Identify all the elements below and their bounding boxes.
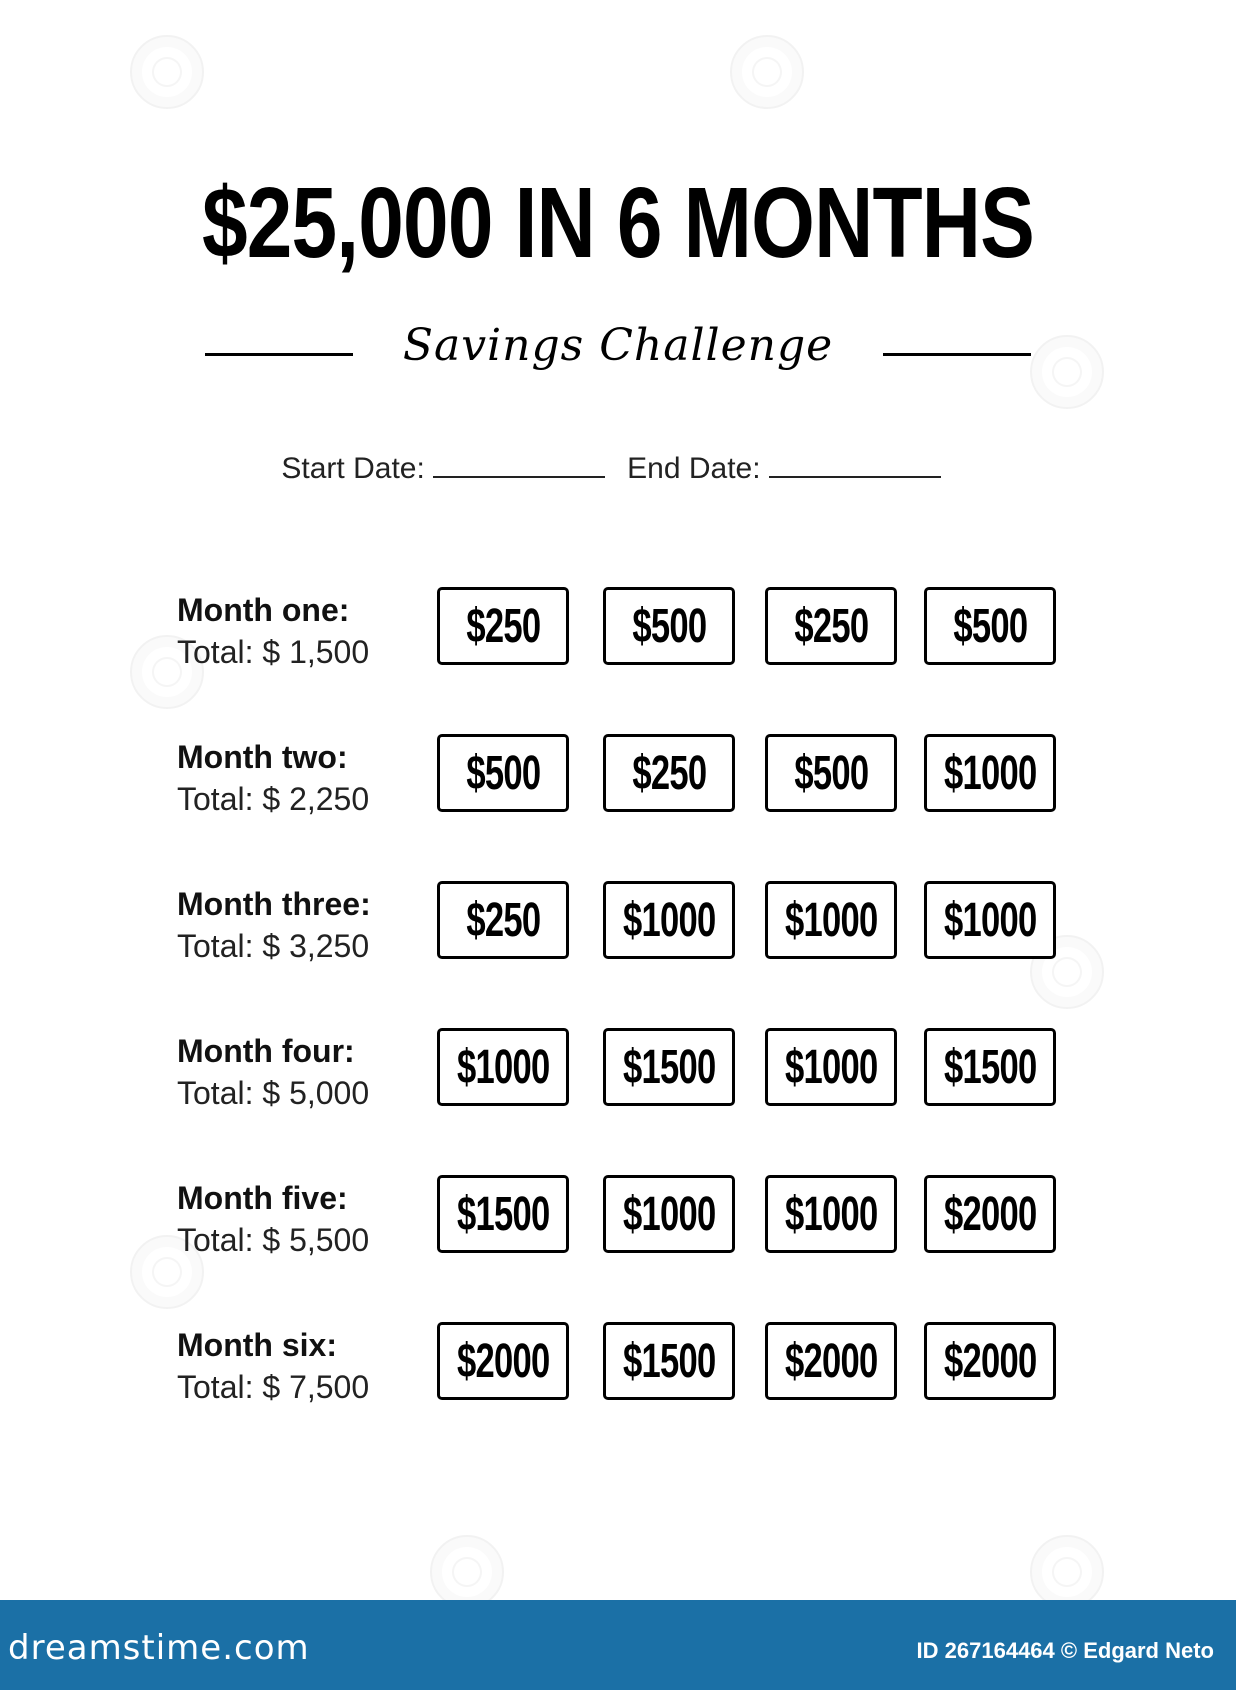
month-row [0,879,1236,963]
end-date-label: End Date: [627,452,761,485]
amount-box[interactable] [765,734,897,812]
month-name: Month five: [177,1180,348,1216]
watermark-1 [130,35,204,109]
amount-value: $1000 [943,746,1037,800]
amount-value: $2000 [943,1187,1037,1241]
amount-value: $500 [631,599,707,653]
amount-box[interactable] [924,1175,1056,1253]
month-row [0,1026,1236,1110]
month-total: Total: $ 3,250 [177,928,370,964]
amount-value: $2000 [784,1334,878,1388]
amount-value: $500 [952,599,1028,653]
amount-value: $1000 [784,1187,878,1241]
amount-box[interactable] [924,881,1056,959]
month-name: Month four: [177,1033,355,1069]
month-label [177,1030,369,1114]
month-total: Total: $ 1,500 [177,634,370,670]
month-total: Total: $ 2,250 [177,781,370,817]
amount-value: $2000 [456,1334,550,1388]
start-date-label: Start Date: [281,452,425,485]
amount-value: $1500 [456,1187,550,1241]
amount-value: $1000 [784,1040,878,1094]
amount-value: $1000 [456,1040,550,1094]
watermark-2 [730,35,804,109]
amount-value: $1000 [622,1187,716,1241]
month-total: Total: $ 5,000 [177,1075,370,1111]
footer-image-id: ID 267164464 © Edgard Neto [916,1638,1214,1663]
amount-box[interactable] [437,734,569,812]
amount-box[interactable] [437,1175,569,1253]
watermark-8 [1030,1535,1104,1609]
amount-box[interactable] [603,1175,735,1253]
amount-box[interactable] [924,1028,1056,1106]
month-name: Month one: [177,592,350,628]
amount-box[interactable] [437,1028,569,1106]
month-name: Month six: [177,1327,337,1363]
amount-value: $500 [465,746,541,800]
amount-box[interactable] [924,587,1056,665]
amount-value: $2000 [943,1334,1037,1388]
amount-box[interactable] [765,587,897,665]
amount-value: $1500 [622,1040,716,1094]
amount-value: $1000 [784,893,878,947]
date-fields [0,452,1236,486]
amount-value: $1500 [622,1334,716,1388]
title-rule-right [883,353,1031,356]
footer-bar [0,1600,1236,1690]
amount-value: $1500 [943,1040,1037,1094]
end-date-field[interactable] [769,452,941,478]
page-subtitle: Savings Challenge [402,320,834,371]
amount-box[interactable] [603,587,735,665]
amount-value: $250 [465,893,541,947]
amount-box[interactable] [765,881,897,959]
amount-box[interactable] [765,1175,897,1253]
month-label [177,1324,369,1408]
month-name: Month two: [177,739,348,775]
month-row [0,1320,1236,1404]
amount-box[interactable] [765,1028,897,1106]
amount-value: $500 [793,746,869,800]
amount-box[interactable] [603,1028,735,1106]
page-title: $25,000 IN 6 MONTHS [201,167,1035,279]
start-date-field[interactable] [433,452,605,478]
month-label [177,736,369,820]
month-total: Total: $ 5,500 [177,1222,370,1258]
amount-box[interactable] [765,1322,897,1400]
amount-value: $250 [631,746,707,800]
amount-box[interactable] [603,1322,735,1400]
month-total: Total: $ 7,500 [177,1369,370,1405]
amount-box[interactable] [603,881,735,959]
amount-value: $1000 [622,893,716,947]
amount-box[interactable] [437,587,569,665]
amount-value: $250 [793,599,869,653]
amount-box[interactable] [924,1322,1056,1400]
amount-box[interactable] [603,734,735,812]
amount-value: $250 [465,599,541,653]
month-label [177,1177,369,1261]
amount-box[interactable] [437,1322,569,1400]
amount-value: $1000 [943,893,1037,947]
month-label [177,589,369,673]
month-row [0,585,1236,669]
month-row [0,732,1236,816]
footer-logo[interactable]: dreamstime.com [8,1628,310,1668]
amount-box[interactable] [437,881,569,959]
watermark-7 [430,1535,504,1609]
month-row [0,1173,1236,1257]
amount-box[interactable] [924,734,1056,812]
month-label [177,883,371,967]
month-name: Month three: [177,886,371,922]
